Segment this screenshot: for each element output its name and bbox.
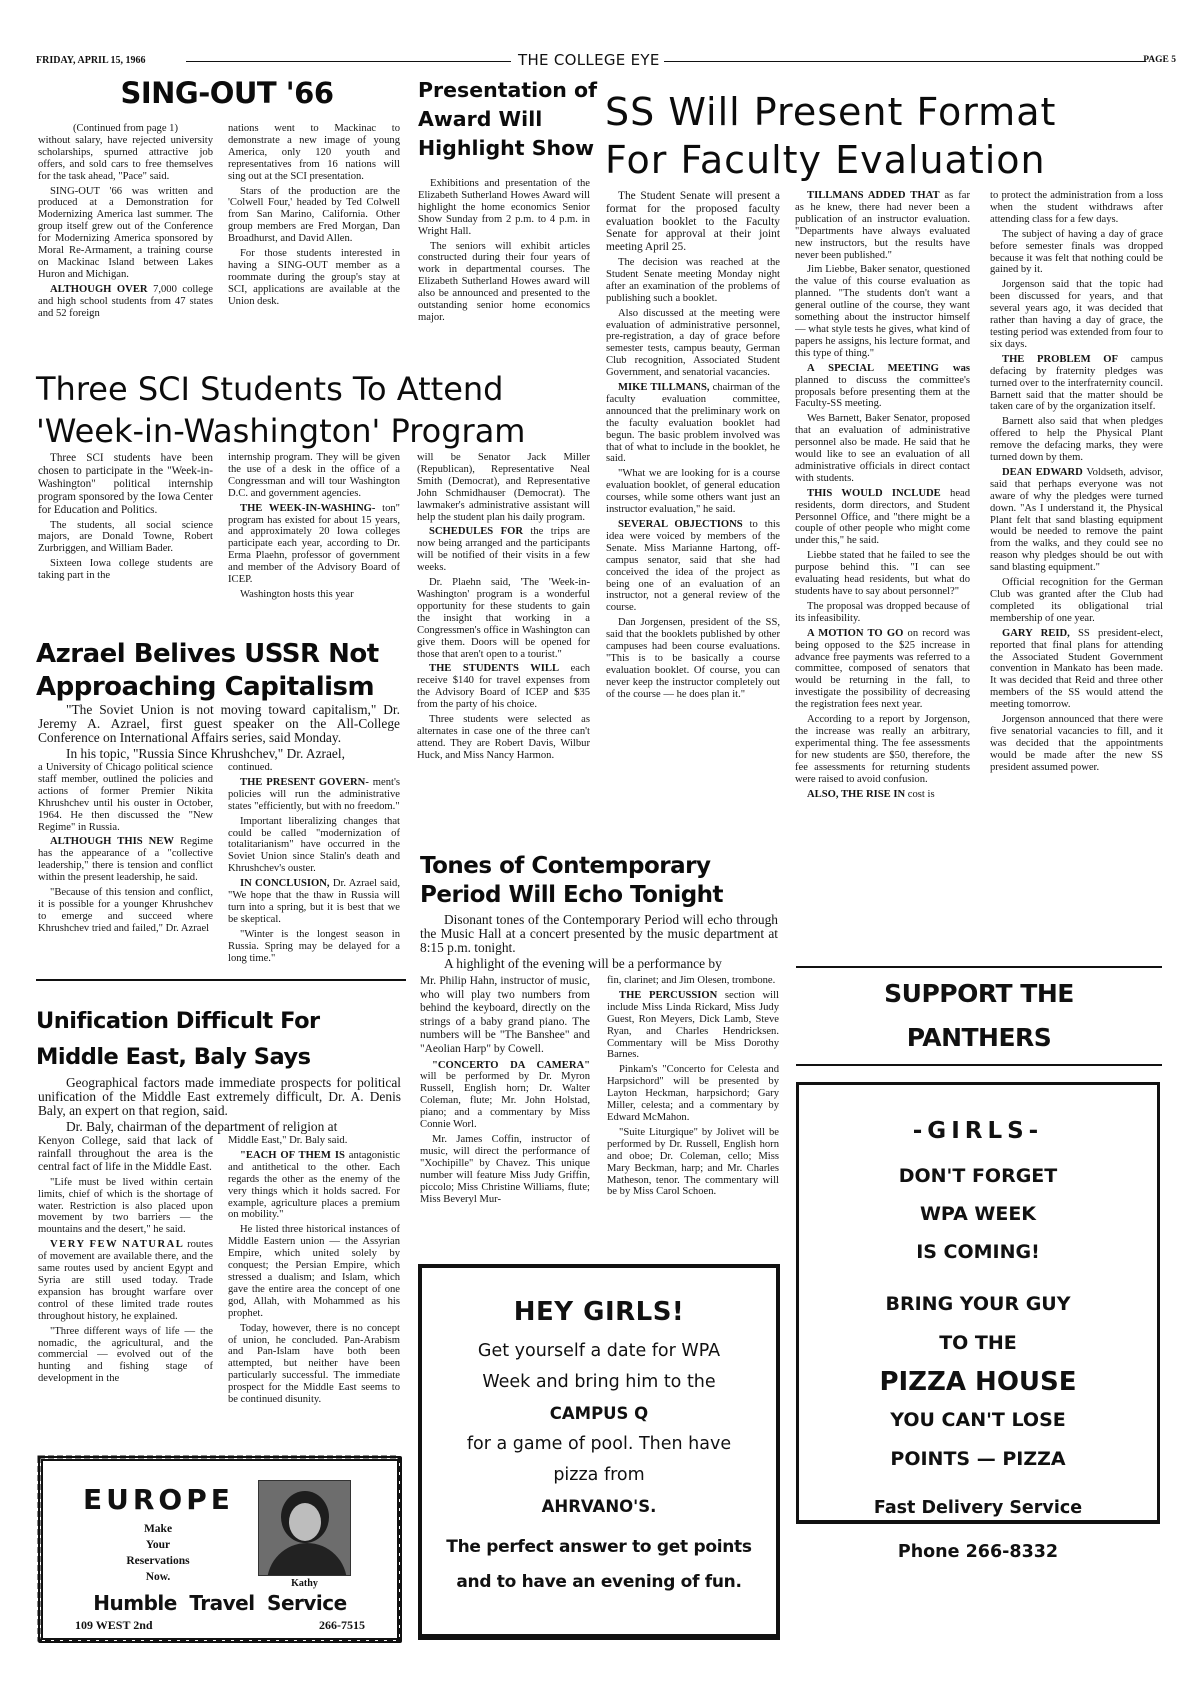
paragraph-text: section will include Miss Linda Rickard, Miss Judy Guest, Ron Meyers, Dick Lamb, Steve Ryan, and Charles Hendricksen. Commentary will be Miss Dorothy Barnes.: [607, 989, 779, 1061]
pizza-ad-slogan: [799, 1401, 1157, 1479]
paragraph-text: campus defacing by fraternity pledges was turned over to the interfraternity council. Barnett said that the matter should be taken care of by the organization itself.: [990, 353, 1163, 413]
headline-line: For Faculty Evaluation: [605, 138, 1046, 182]
paragraph: [420, 1060, 590, 1131]
paragraph-text: head residents, dorm directors, and Student Personnel Office, and "there might be a couple of other people who might come under this," he said.: [795, 487, 970, 547]
paragraph: [417, 663, 590, 711]
paragraph-text: to this idea were voiced by members of the Senate. Miss Marianne Hartong, off-campus senator, said that she had conceived the idea of the project as being one of an evaluation of an instructor, not a general review of the course.: [606, 519, 780, 614]
tagline-line: Reservations: [126, 1555, 190, 1567]
paragraph: Dan Jorgensen, president of the SS, said that the booklets published by other campuses had been course evaluations. "This is to be basically a course evaluation booklet. Of course, you can never keep the instructor completely out of the course — he does plan it.": [606, 617, 780, 700]
ss-col-1: [606, 190, 780, 842]
paragraph: [990, 467, 1163, 574]
paragraph: [606, 519, 780, 614]
paragraph: [228, 777, 400, 813]
ad-line: Get yourself a date for WPA: [477, 1341, 721, 1361]
paragraph: Important liberalizing changes that could be called "modernization of totalitarianism" have occurred in the Soviet Union since Stalin's death and Khrushchev's ouster.: [228, 815, 400, 875]
europe-title: EUROPE: [83, 1483, 234, 1516]
paragraph-text: will be performed by Dr. Myron Russell, English horn; Dr. Walter Coleman, flute; Mr. John Holstad, piano; and a commentary by Miss Connie Worl.: [420, 1071, 590, 1131]
paragraph: Barnett also said that when pledges offered to help the Physical Plant remove the defacing marks, they were turned down by them.: [990, 416, 1163, 464]
panthers-rule-bottom: [796, 1064, 1162, 1066]
paragraph: Three SCI students have been chosen to participate in the "Week-in-Washington" political internship program sponsored by the Iowa Center for Education and Politics.: [38, 452, 213, 516]
paragraph-text: cost is: [907, 788, 935, 800]
headline-line: Period Will Echo Tonight: [420, 882, 724, 908]
singout-headline: SING-OUT '66: [120, 76, 334, 110]
paragraph-text: planned to discuss the committee's proposals before presenting them at the Faculty-SS meeting.: [795, 374, 970, 410]
support-panthers-banner: [796, 972, 1162, 1060]
paragraph: [228, 878, 400, 926]
ad-line: DON'T FORGET: [898, 1165, 1058, 1187]
run-in-head: ALSO, THE RISE IN: [807, 788, 906, 800]
paragraph-text: ment's policies will run the administrative states "efficiently, but with no freedom.": [228, 776, 400, 812]
paragraph: [417, 526, 590, 574]
paragraph: Jorgenson said that the topic had been discussed for years, and that several years ago, it was decided that rather than having a day of grace, the testing period was extended from four to six days.: [990, 279, 1163, 350]
tones-col-2: [607, 975, 779, 1257]
delivery-note: Fast Delivery Service: [873, 1498, 1083, 1518]
paragraph: In his topic, "Russia Since Khrushchev," Dr. Azrael,: [66, 745, 345, 761]
paragraph-text: as far as he knew, there had never been a publication of an instructor evaluation. "Departments have always evaluated new instructors, but the results have never been published.": [795, 190, 970, 261]
paragraph: [38, 1239, 213, 1322]
paragraph: For those students interested in having a SING-OUT member as a roommate during the group's stay at SCI, applications are available at the Union desk.: [228, 248, 400, 307]
ad-line: BRING YOUR GUY: [885, 1293, 1071, 1315]
paragraph: Dr. Baly, chairman of the department of religion at: [66, 1118, 338, 1134]
paragraph: The students, all social science majors, are Donald Towne, Robert Zurbriggen, and William Bader.: [38, 519, 213, 555]
washington-headline: [36, 368, 596, 452]
paragraph-text: routes of movement are available there, and the same routes used by ancient Egypt and Syria are still used today. Trade expansion has brought warfare over control of these limited trade routes throughout history, he explained.: [38, 1239, 213, 1322]
run-in-head: "EACH OF THEM IS: [240, 1149, 345, 1161]
paragraph: He listed three historical instances of Middle Eastern union — the Assyrian Empire, which united solely by conquest; the Persian Empire, which stressed a dualism; and Islam, which gave the entire area the concept of one god, Allah, with Mohammed as his prophet.: [228, 1224, 400, 1319]
headline-line: 'Week-in-Washington' Program: [36, 412, 526, 450]
washington-col-3: [417, 452, 590, 848]
paragraph: Mr. Philip Hahn, instructor of music, who will play two numbers from behind the keyboard, directly on the strings of a baby grand piano. The numbers will be "The Banshee" and "Aeolian Harp" by Cowell.: [420, 975, 590, 1055]
masthead: [36, 53, 1176, 69]
paragraph: Jim Liebbe, Baker senator, questioned the value of this course evaluation as planned. "The students don't want a general outline of the course, they want something about the instructor himself — what style tests he gives, what kind of papers he assigns, his lecture format, and this type of thing.": [795, 264, 970, 359]
pizza-ad-invite: [799, 1285, 1157, 1363]
paragraph: Wes Barnett, Baker Senator, proposed that an evaluation of administrative personnel also be made. He said that he would like to see an evaluation of all administrative officials in direct contact with students.: [795, 413, 970, 484]
headline-line: Tones of Contemporary: [420, 853, 711, 879]
unification-lead: [38, 1076, 401, 1134]
run-in-head: SCHEDULES FOR: [429, 526, 523, 538]
headline-line: Presentation of: [418, 78, 598, 102]
headline-line: SS Will Present Format: [605, 90, 1057, 134]
paragraph: The decision was reached at the Student Senate meeting Monday night after an examination of the problems of publishing such a booklet.: [606, 256, 780, 304]
singout-col-1: [38, 123, 213, 368]
paragraph: [795, 363, 970, 411]
heygirls-title: HEY GIRLS!: [513, 1297, 685, 1327]
headline-line: Three SCI Students To Attend: [36, 370, 504, 408]
paragraph: The Student Senate will present a format for the proposed faculty evaluation booklet to the Faculty Senate for approval at their joint meeting April 25.: [606, 190, 780, 254]
campus-q-name: CAMPUS Q: [549, 1404, 649, 1423]
ss-col-3: [990, 190, 1163, 960]
paragraph: Stars of the production are the 'Colwell Four,' headed by Ted Colwell from San Marino, California. Other group members are Fred Morgan, Dan Broadhurst, and David Allen.: [228, 185, 400, 245]
tagline-line: Now.: [145, 1571, 171, 1583]
ad-line: The perfect answer to get points: [446, 1537, 752, 1557]
paragraph-text: Voldseth, advisor, said that perhaps everyone was not aware of why the pledges were turned down. "As I understand it, the Physical Plant felt that sand blasting equipment would be needed to remove the paint from the walks, and they could see no reason why pledges should be out with sand blasting equipment.": [990, 466, 1163, 574]
run-in-head: A SPECIAL MEETING was: [807, 362, 970, 374]
ss-col-2: [795, 190, 970, 960]
paragraph-text: each receive $140 for travel expenses from the Advisory Board of ICEP and $35 from the party of his choice.: [417, 663, 590, 711]
paragraph: Jorgenson announced that there were five senatorial vacancies to fill, and it was decided that the appointments would be made after the new SS president assumed power.: [990, 714, 1163, 773]
pizza-house-name: PIZZA HOUSE: [879, 1367, 1077, 1397]
run-in-head: "CONCERTO DA CAMERA": [432, 1059, 590, 1071]
paragraph: Mr. James Coffin, instructor of music, will direct the performance of "Xochipille" by Chavez. This unique number will feature Miss Judy Griffin, piccolo; Miss Christine Williams, flute; Miss Beveryl Mur-: [420, 1134, 590, 1205]
paragraph: continued.: [228, 762, 273, 773]
washington-col-1: [38, 452, 213, 636]
paragraph: Liebbe stated that he failed to see the purpose behind this. "I can see evaluating head residents, but what do students have to say about personnel?": [795, 550, 970, 597]
award-headline: [418, 76, 598, 163]
paragraph: The subject of having a day of grace before semester finals was dropped because it was felt that nothing could be gained by it.: [990, 228, 1163, 276]
headline-line: Award Will: [418, 107, 543, 131]
travel-phone: 266-7515: [319, 1618, 365, 1632]
run-in-head: SEVERAL OBJECTIONS: [618, 519, 743, 531]
run-in-head: DEAN EDWARD: [1002, 466, 1083, 478]
panthers-rule-top: [796, 966, 1162, 968]
europe-tagline: [103, 1521, 213, 1585]
tagline-line: Your: [145, 1539, 171, 1551]
paragraph: Kenyon College, said that lack of rainfall throughout the area is the central fact of life in the Middle East.: [38, 1135, 213, 1173]
run-in-head: TILLMANS ADDED THAT: [807, 190, 940, 201]
ad-line: YOU CAN'T LOSE: [890, 1409, 1066, 1431]
unification-col-2: [228, 1135, 400, 1447]
headline-line: Azrael Belives USSR Not: [36, 639, 379, 669]
run-in-head: THE PERCUSSION: [619, 989, 718, 1001]
paragraph: nations went to Mackinac to demonstrate a new image of young America, only 120 youth and representatives from 16 nations will sing out at the SCI presentation.: [228, 123, 400, 182]
run-in-head: IN CONCLUSION,: [240, 878, 330, 890]
run-in-head: THE PRESENT GOVERN-: [240, 776, 369, 788]
paragraph: [795, 190, 970, 261]
paragraph: SING-OUT '66 was written and produced at a Demonstration for Modernizing America last summer. The group itself grew out of the Conference for Modernizing America sponsored by Moral Re-Armament, a training course on Mackinac Island between Lakes Huron and Michigan.: [38, 185, 213, 280]
paragraph: without salary, have rejected university scholarships, spurned attractive job offers, and sold cars to free themselves for the task ahead, "Pace" said.: [38, 134, 213, 182]
photo-caption: Kathy: [291, 1578, 318, 1589]
paragraph: to protect the administration from a loss when the student withdraws after attending class for a few days.: [990, 190, 1163, 225]
pizza-phone: Phone 266-8332: [897, 1542, 1059, 1562]
paragraph: [795, 488, 970, 548]
tones-headline: [420, 852, 790, 910]
paragraph: Dr. Plaehn said, 'The 'Week-in-Washington' program is a wonderful opportunity for these students to gain the insight that working in a Congressmen's office in Washington can give them. Doors will be opened for those that aren't open to a tourist.": [417, 577, 590, 660]
paragraph: Sixteen Iowa college students are taking part in the: [38, 558, 213, 582]
run-in-head: THE WEEK-IN-WASHING-: [240, 502, 376, 514]
paragraph: [228, 1150, 400, 1221]
paragraph: Middle East," Dr. Baly said.: [228, 1135, 348, 1146]
paragraph: will be Senator Jack Miller (Republican), Representative Neal Smith (Democrat), and Representative John Schmidhauser (Democrat). The lawmaker's administrative assistant will help the student plan his daily program.: [417, 452, 590, 523]
headline-line: Highlight Show: [418, 136, 595, 160]
paragraph: Washington hosts this year: [240, 588, 354, 600]
paragraph: A highlight of the evening will be a performance by: [444, 955, 722, 971]
award-body: [418, 178, 590, 368]
paragraph: [990, 354, 1163, 414]
paragraph: "Three different ways of life — the nomadic, the agricultural, and the commercial — evolved out of the hunting and fishing stage of development in the: [38, 1325, 213, 1385]
headline-line: Unification Difficult For: [36, 1008, 320, 1034]
paragraph: Today, however, there is no concept of union, he concluded. Pan-Arabism and Pan-Islam have both been attempted, but neither have been particularly successful. The immediate prospect for the Middle East seems to be continued disunity.: [228, 1322, 400, 1406]
ss-headline: [605, 88, 1165, 184]
heygirls-closing: [422, 1530, 776, 1600]
run-in-head: GARY REID,: [1002, 627, 1070, 639]
azrael-headline: [36, 638, 416, 704]
paragraph: [990, 628, 1163, 711]
ad-line: WPA WEEK: [919, 1203, 1037, 1225]
ad-line: TO THE: [939, 1332, 1017, 1354]
paragraph: Geographical factors made immediate prospects for political unification of the Middle East extremely difficult, Dr. A. Denis Baly, an expert on that region, said.: [38, 1076, 401, 1119]
tones-lead: [420, 913, 778, 973]
issue-date: FRIDAY, APRIL 15, 1966: [36, 55, 146, 66]
azrael-lead: [38, 703, 400, 761]
paragraph: Disonant tones of the Contemporary Period will echo through the Music Hall at a concert presented by the music department at 8:15 p.m. tonight.: [420, 913, 778, 956]
run-in-head: THIS WOULD INCLUDE: [807, 487, 941, 499]
paragraph: The proposal was dropped because of its infeasibility.: [795, 600, 970, 624]
banner-line: SUPPORT THE: [884, 979, 1074, 1008]
paragraph-text: the trips are now being arranged and the participants will be notified of their visits in a few weeks.: [417, 526, 590, 574]
paragraph: Pinkam's "Concerto for Celesta and Harpsichord" will be presented by Layton Heckman, harpsichord; Gary Miller, celesta; and a commentary by Edward McMahon.: [607, 1064, 779, 1123]
paragraph: [795, 628, 970, 711]
pizza-ad-reminder: [799, 1157, 1157, 1271]
singout-col-2: [228, 123, 400, 368]
paragraph: a University of Chicago political science staff member, outlined the policies and actions of former Premier Nikita Khrushchev until his ouster in October, 1964. He then discussed the "New Regime" in Russia.: [38, 762, 213, 833]
travel-business-name: Humble Travel Service: [93, 1591, 347, 1615]
paragraph: According to a report by Jorgenson, the increase was really an arbitrary, experimental thing. The fee assessments for new students are $50, therefore, the fee assessments for returning students were raised to avoid confusion.: [795, 714, 970, 785]
paragraph: "What we are looking for is a course evaluation booklet, of general education courses, while some others want just an instructor evaluation," he said.: [606, 468, 780, 516]
paragraph: "Suite Liturgique" by Jolivet will be performed by Dr. Russell, English horn and oboe; Dr. Coleman, cello; Miss Mary Beckman, harp; and Mr. Charles Matheson, tenor. The commentary will be by Miss Carol Schoen.: [607, 1126, 779, 1198]
paragraph-text: on record was being opposed to the $25 increase in advance free payments was referred to a committee, composed of senators that would be returning in the fall, to investigate the possibility of decreasing the registration fees next year.: [795, 627, 970, 711]
continued-note: (Continued from page 1): [72, 123, 179, 134]
headline-line: Approaching Capitalism: [36, 672, 375, 702]
run-in-head: ALTHOUGH THIS NEW: [50, 836, 174, 848]
unification-headline: [36, 1003, 416, 1075]
paragraph: [228, 503, 400, 586]
tagline-line: Make: [143, 1523, 173, 1535]
ad-line: pizza from: [553, 1465, 645, 1485]
newspaper-name: THE COLLEGE EYE: [518, 51, 660, 69]
section-divider: [36, 979, 406, 981]
paragraph: fin, clarinet; and Jim Olesen, trombone.: [607, 975, 776, 986]
paragraph: [38, 284, 213, 320]
tones-col-1: [420, 975, 590, 1257]
pizza-house-ad: [796, 1082, 1160, 1562]
run-in-head: VERY FEW NATURAL: [50, 1239, 185, 1251]
paragraph: Exhibitions and presentation of the Elizabeth Sutherland Howes Award will highlight the home economics Senior Show Sunday from 2 p.m. to 4 p.m. in Wright Hall.: [418, 178, 590, 237]
azrael-col-1: [38, 762, 213, 974]
azrael-col-2: [228, 762, 400, 974]
run-in-head: THE PROBLEM OF: [1002, 353, 1118, 365]
paragraph-text: 7,000 college and high school students from 47 states and 52 foreign: [38, 283, 213, 319]
travel-address: 109 WEST 2nd: [75, 1618, 153, 1632]
paragraph: "Because of this tension and conflict, it is possible for a younger Khrushchev to emerge and succeed where Khrushchev tried and failed," Dr. Azrael: [38, 887, 213, 934]
paragraph-text: chairman of the faculty evaluation committee, announced that the preliminary work on the faculty evaluation booklet had begun. The basic problem involved was that of what to include in the booklet, he said.: [606, 382, 780, 465]
paragraph: [795, 789, 970, 801]
paragraph: [606, 382, 780, 465]
paragraph-text: Dr. Azrael said, "We hope that the thaw in Russia will turn into a spring, but it is best that we be skeptical.: [228, 878, 400, 925]
paragraph: "Winter is the longest season in Russia. Spring may be delayed for a long time.": [228, 928, 400, 964]
page-number: PAGE 5: [1143, 55, 1176, 65]
paragraph: internship program. They will be given the use of a desk in the office of a Congressman and will tour Washington D.C. and government agencies.: [228, 452, 400, 499]
run-in-head: MIKE TILLMANS,: [618, 382, 710, 394]
paragraph-text: ton" program has existed for about 15 years, and approximately 20 Iowa colleges participate each year, according to Dr. Erma Plaehn, professor of government and member of the Advisory Board of ICEP.: [228, 502, 400, 586]
masthead-rule-right: [664, 61, 1146, 62]
headline-line: Middle East, Baly Says: [36, 1044, 311, 1070]
ad-line: Week and bring him to the: [482, 1372, 716, 1392]
ad-line: IS COMING!: [916, 1241, 1040, 1263]
paragraph: Also discussed at the meeting were evaluation of administrative personnel, pre-registration, a day of grace before semester tests, campus beauty, German Club recognition, Associated Student Government, and senatorial vacancies.: [606, 307, 780, 379]
paragraph-text: SS president-elect, reported that final plans for attending the Associated Student Government convention in Mankato has been made. It was decided that Reid and three other members of the SS would attend the meeting tomorrow.: [990, 627, 1163, 711]
ahrvanos-name: AHRVANO'S.: [541, 1497, 657, 1516]
paragraph: The seniors will exhibit articles constructed during their four years of work in departmental courses. The Elizabeth Sutherland Howes award will also be announced and presented to the outstanding senior home economics major.: [418, 240, 590, 323]
heygirls-body: [422, 1336, 776, 1522]
ad-line: and to have an evening of fun.: [456, 1572, 742, 1592]
ad-line: for a game of pool. Then have: [466, 1434, 732, 1454]
unification-col-1: [38, 1135, 213, 1447]
masthead-rule-left: [186, 61, 511, 62]
paragraph: Three students were selected as alternates in case one of the three can't attend. They are Robert Davis, Wilbur Huck, and Miss Nancy Harmon.: [417, 714, 590, 761]
paragraph: [38, 836, 213, 884]
run-in-head: A MOTION TO GO: [807, 627, 904, 639]
paragraph-text: Regime has the appearance of a "collective leadership," there is tension and conflict within the present leadership, he said.: [38, 836, 213, 884]
paragraph: "The Soviet Union is not moving toward capitalism," Dr. Jeremy A. Azrael, first guest speaker on the All-College Conference on International Affairs series, said Monday.: [38, 703, 400, 746]
paragraph: [607, 990, 779, 1061]
campus-q-ad: [418, 1264, 780, 1640]
europe-travel-ad: [38, 1456, 402, 1643]
banner-line: PANTHERS: [906, 1023, 1052, 1052]
agent-photo: [258, 1480, 351, 1576]
pizza-ad-title: -GIRLS-: [912, 1118, 1044, 1144]
run-in-head: THE STUDENTS WILL: [429, 663, 560, 675]
paragraph-text: antagonistic and antithetical to the other. Each regards the other as the enemy of the very things which it holds sacred. For example, agriculture places a premium on mobility.": [228, 1149, 400, 1221]
paragraph: Official recognition for the German Club was granted after the Club had completed its obligational trial membership of one year.: [990, 577, 1163, 624]
paragraph: "Life must be lived within certain limits, chief of which is the shortage of water. Restriction is also placed upon movement by two barriers — the mountains and the desert," he said.: [38, 1176, 213, 1236]
washington-col-2: [228, 452, 400, 636]
run-in-head: ALTHOUGH OVER: [50, 283, 148, 295]
ad-line: POINTS — PIZZA: [890, 1448, 1066, 1470]
